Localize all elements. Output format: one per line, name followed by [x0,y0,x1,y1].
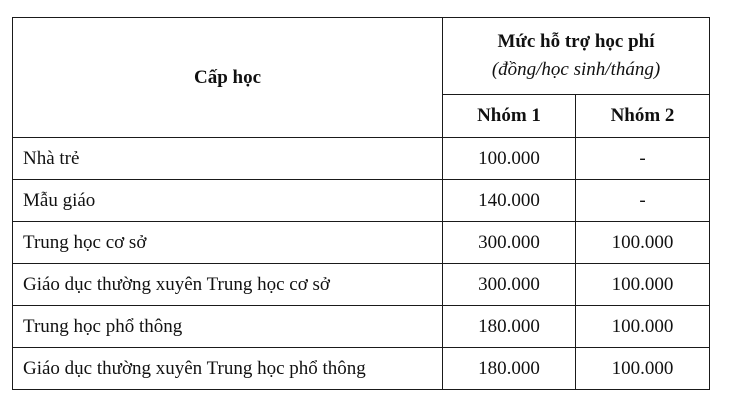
table-row [13,306,710,348]
row-level: Trung học cơ sở [13,222,443,264]
table-row [13,138,710,180]
row-level: Trung học phổ thông [13,306,443,348]
row-group-1: 100.000 [443,138,576,180]
row-level: Nhà trẻ [13,138,443,180]
header-group-1: Nhóm 1 [443,95,576,138]
row-level: Mẫu giáo [13,180,443,222]
row-group-2: - [576,138,710,180]
row-group-1: 180.000 [443,348,576,390]
header-level: Cấp học [13,18,443,138]
table-row [13,222,710,264]
row-group-1: 180.000 [443,306,576,348]
table-row [13,180,710,222]
tuition-support-table [12,17,710,390]
table-row [13,348,710,390]
row-level: Giáo dục thường xuyên Trung học phổ thông [13,348,443,390]
table-row [13,264,710,306]
row-group-1: 300.000 [443,222,576,264]
header-fee-unit: (đồng/học sinh/tháng) [491,59,661,80]
row-group-2: 100.000 [576,348,710,390]
row-group-1: 300.000 [443,264,576,306]
header-fee [443,18,710,95]
row-group-2: 100.000 [576,222,710,264]
row-group-2: - [576,180,710,222]
row-group-1: 140.000 [443,180,576,222]
row-level: Giáo dục thường xuyên Trung học cơ sở [13,264,443,306]
header-group-2: Nhóm 2 [576,95,710,138]
row-group-2: 100.000 [576,306,710,348]
row-group-2: 100.000 [576,264,710,306]
header-fee-title: Mức hỗ trợ học phí [497,31,655,52]
table-header-row [13,18,710,95]
